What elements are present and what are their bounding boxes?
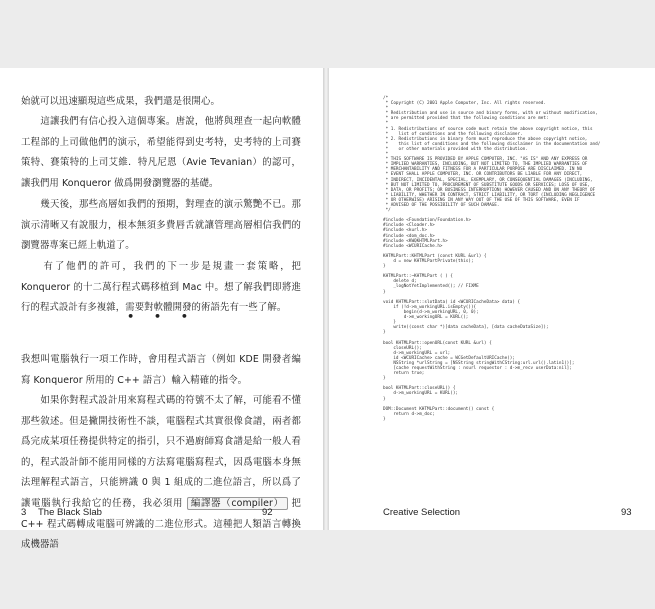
paragraph-1: 始就可以迅速顯現這些成果，我們還是很開心。	[21, 96, 220, 107]
right-page	[329, 68, 655, 530]
paragraph-5: 我想叫電腦執行一項工作時，會用程式語言（例如 KDE 開發者編寫 Konqueror 所用的 C++ 語言）輸入精確的指令。	[21, 354, 301, 386]
compiler-term-highlight: 編譯器（compiler）	[187, 497, 288, 510]
paragraph-6	[21, 391, 301, 556]
paragraph-4: 有了他們的許可，我們的下一步是規畫一套策略，把 Konqueror 的十二萬行程式碼移植到 Mac 中。想了解我們即將進行的程式設計有多複雜，需要對軟體開發的術語先有一些了解。	[21, 261, 301, 314]
chapter-number: 3	[21, 507, 27, 518]
paragraph-6-tail: 把 C++ 程式碼轉成電腦可辨識的二進位形式。這種把人類語言轉換成機器語	[21, 497, 301, 551]
paragraph-6-text: 如果你對程式設計用來寫程式碼的符號不太了解，可能看不懂那些敘述。但是撇開技術性不談，電腦程式其實很像食譜，兩者都爲完成某項任務提供特定的指引，只不過廚師寫食譜是給一般人看的，程式設計師不能用同樣的方法寫電腦寫程式，因爲電腦本身無法理解程式語言，只能辨識 0 與 1 組成的二進位語言，所以爲了讓電腦執行我給它的任務，我必須用	[21, 395, 301, 509]
source-code-listing: /* * Copyright (C) 2001 Apple Computer, Inc. All rights reserved. * * Redistribution and use in source and binary forms, with or without modification, * are permitted provided that the following conditions are met: * * 1. Redistributions of source code must retain the above copyright notice, this * list of conditions and the following disclaimer. * 2. Redistributions in binary form must reproduce the above copyright notice, * this list of conditions and the following disclaimer in the documentation and/ * or other materials provided with the distribution. * * THIS SOFTWARE IS PROVIDED BY APPLE COMPUTER, INC. "AS IS" AND ANY EXPRESS OR * IMPLIED WARRANTIES, INCLUDING, BUT NOT LIMITED TO, THE IMPLIED WARRANTIES OF * MERCHANTABILITY AND FITNESS FOR A PARTICULAR PURPOSE ARE DISCLAIMED. IN NO * EVENT SHALL APPLE COMPUTER, INC. OR CONTRIBUTORS BE LIABLE FOR ANY DIRECT, * INDIRECT, INCIDENTAL, SPECIAL, EXEMPLARY, OR CONSEQUENTIAL DAMAGES (INCLUDING, * BUT NOT LIMITED TO, PROCUREMENT OF SUBSTITUTE GOODS OR SERVICES; LOSS OF USE, * DATA, OR PROFITS; OR BUSINESS INTERRUPTION) HOWEVER CAUSED AND ON ANY THEORY OF * LIABILITY, WHETHER IN CONTRACT, STRICT LIABILITY, OR TORT (INCLUDING NEGLIGENCE * OR OTHERWISE) ARISING IN ANY WAY OUT OF THE USE OF THIS SOFTWARE, EVEN IF * ADVISED OF THE POSSIBILITY OF SUCH DAMAGE. */ #include <Foundation/Foundation.h> #include <Cloader.h> #include <kurl.h> #include <dom_doc.h> #include <KWQKHTMLPart.h> #include <WCURICache.h> KHTMLPart::KHTMLPart (const KURL &url) { d = new KHTMLPartPrivate(this); } KHTMLPart::~KHTMLPart ( ) { delete d; _logNotYetImplemented(); // FIXME } void KHTMLPart::slotData( id <WCURICacheData> data) { if (!d->m_workingURL.isEmpty()){ begin(d->m_workingURL, 0, 0); d->m_workingURL = KURL(); } write((const char *)[data cacheData], [data cacheDataSize]); } bool KHTMLPart::openURL(const KURL &url) { closeURL(); d->m_workingURL = url; id <WCURICache> cache = WCGetDefaultURICache(); NSString *urlString = [NSString stringWithCString:url.url().latin1()]; [cache requestWithString : nsurl requestor : d->m_recv userData:nil]; return true; } bool KHTMLPart::closeURL() { d->m_workingURL = KURL(); } DOM::Document KHTMLPart::document() const { return d->m_doc; }	[383, 96, 601, 422]
paragraph-2: 這讓我們有信心投入這個專案。唐說，他將與理查一起向軟體工程部的上司做他們的演示，希望能得到史考特，史考特的上司賽策特、賽策特的上司艾維．特凡尼恩（Avie Tevanian）的認可，讓我們用 Konqueror 做爲開發瀏覽器的基礎。	[21, 116, 301, 189]
book-title: Creative Selection	[383, 507, 461, 518]
left-page	[0, 68, 323, 551]
paragraph-3: 幾天後，那些高層如我們的預期，對理查的演示驚艷不已。那演示清晰又有說服力，根本無須多費唇舌就讓管理高層相信我們的瀏覽器專案已經上軌道了。	[21, 199, 301, 252]
left-page-number: 92	[262, 507, 273, 518]
section-separator: • • •	[127, 310, 196, 323]
chapter-title: The Black Slab	[38, 507, 102, 518]
right-page-number: 93	[621, 507, 632, 518]
